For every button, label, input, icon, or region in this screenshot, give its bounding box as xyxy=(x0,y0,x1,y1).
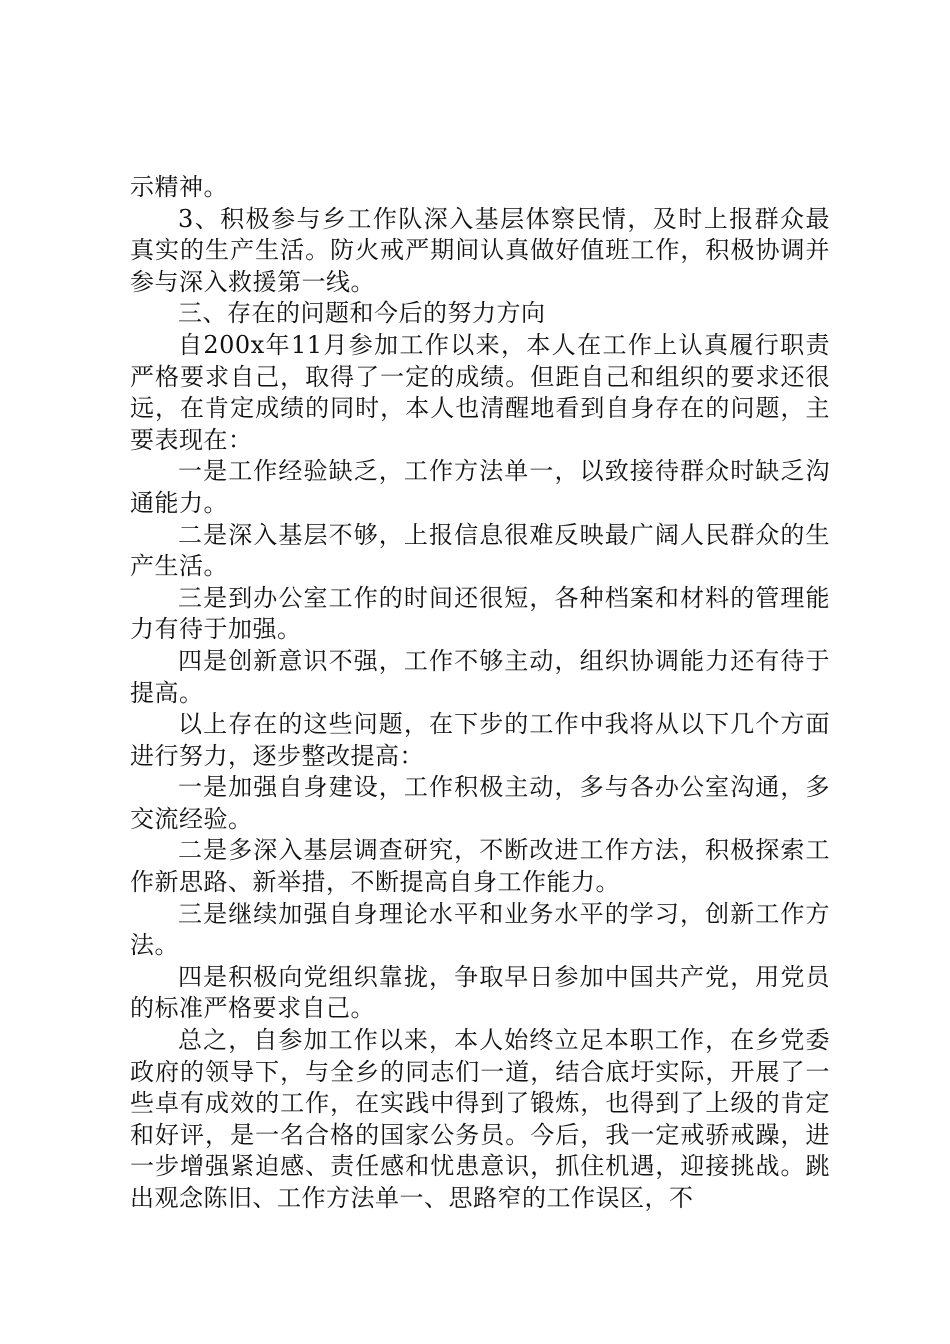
section-heading: 三、存在的问题和今后的努力方向 xyxy=(178,299,546,328)
improvement-item-2: 二是多深入基层调查研究，不断改进工作方法，积极探索工作新思路、新举措，不断提高自身工作能力。 xyxy=(130,836,830,897)
paragraph-transition: 以上存在的这些问题，在下步的工作中我将从以下几个方面进行努力，逐步整改提高： xyxy=(130,710,830,770)
problem-item-3: 三是到办公室工作的时间还很短，各种档案和材料的管理能力有待于加强。 xyxy=(130,583,830,644)
problem-item-1: 一是工作经验缺乏，工作方法单一，以致接待群众时缺乏沟通能力。 xyxy=(130,457,830,517)
improvement-item-1: 一是加强自身建设，工作积极主动，多与各办公室沟通，多交流经验。 xyxy=(130,773,830,833)
paragraph-intro: 自200x年11月参加工作以来，本人在工作上认真履行职责严格要求自己，取得了一定的成绩。但距自己和组织的要求还很远，在肯定成绩的同时，本人也清醒地看到自身存在的问题，主要表现在： xyxy=(130,330,830,454)
problem-item-4: 四是创新意识不强，工作不够主动，组织协调能力还有待于提高。 xyxy=(130,646,830,707)
paragraph-item-3: 3、积极参与乡工作队深入基层体察民情，及时上报群众最真实的生产生活。防火戒严期间认真做好值班工作，积极协调并参与深入救援第一线。 xyxy=(130,204,830,296)
improvement-item-4: 四是积极向党组织靠拢，争取早日参加中国共产党，用党员的标准严格要求自己。 xyxy=(130,962,830,1023)
problem-item-2: 二是深入基层不够，上报信息很难反映最广阔人民群众的生产生活。 xyxy=(130,520,830,581)
improvement-item-3: 三是继续加强自身理论水平和业务水平的学习，创新工作方法。 xyxy=(130,899,830,960)
paragraph-continuation: 示精神。 xyxy=(130,173,228,201)
document-body xyxy=(130,172,830,1215)
paragraph-summary: 总之，自参加工作以来，本人始终立足本职工作，在乡党委政府的领导下，与全乡的同志们一道，结合底圩实际，开展了一些卓有成效的工作，在实践中得到了锻炼，也得到了上级的肯定和好评，是一名合格的国家公务员。今后，我一定戒骄戒躁，进一步增强紧迫感、责任感和忧患意识，抓住机遇，迎接挑战。跳出观念陈旧、工作方法单一、思路窄的工作误区，不 xyxy=(130,1026,830,1212)
